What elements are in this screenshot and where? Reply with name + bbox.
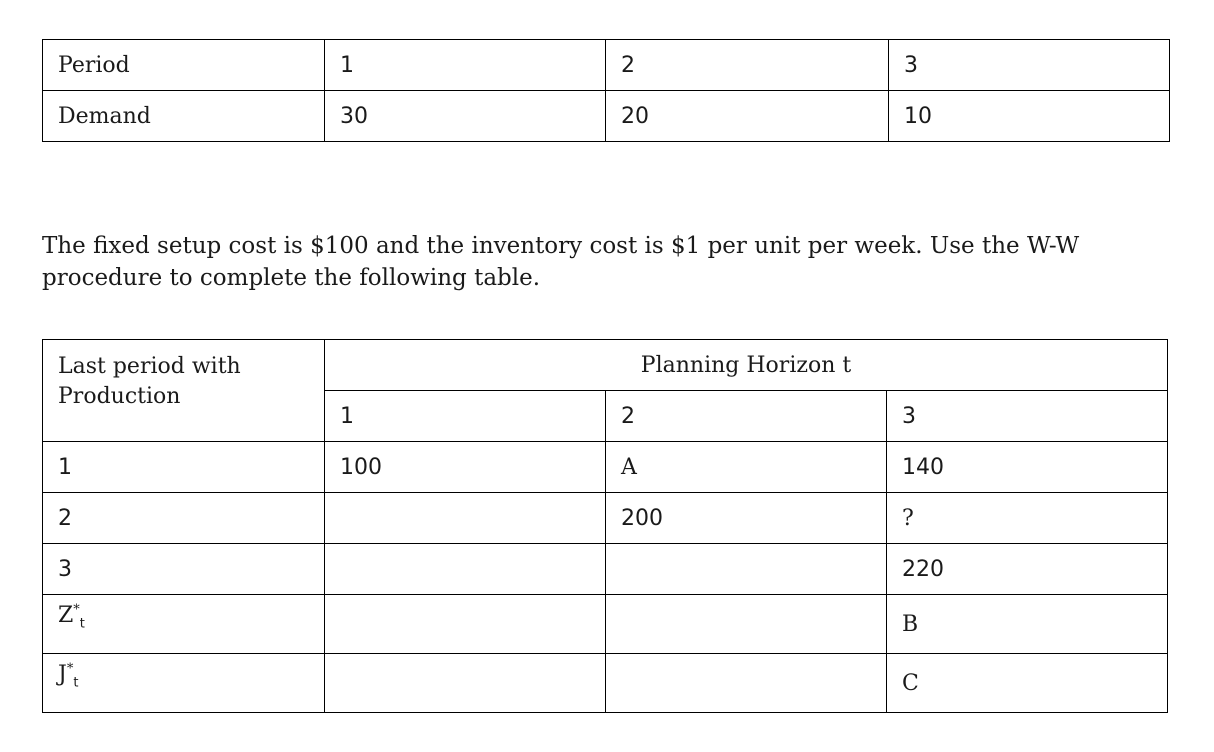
row-label: 3: [43, 544, 325, 595]
row-label: 2: [43, 493, 325, 544]
corner-label: Last period with Production: [43, 340, 325, 442]
cost-cell: [325, 544, 606, 595]
table-row: [43, 595, 1168, 654]
z-star-base: Z: [58, 603, 74, 628]
horizon-period-cell: 2: [606, 391, 887, 442]
wagner-whitin-table: [42, 339, 1168, 713]
j-star-base: J: [58, 662, 67, 687]
cost-cell: A: [606, 442, 887, 493]
j-cell: C: [887, 654, 1168, 713]
cost-cell: [325, 493, 606, 544]
cost-cell: 100: [325, 442, 606, 493]
table-row: [43, 442, 1168, 493]
demand-cell: 30: [325, 91, 606, 142]
problem-statement: The fixed setup cost is $100 and the inventory cost is $1 per unit per week. Use the W-W procedure to complete the following table.: [42, 233, 1080, 291]
cost-cell: [606, 544, 887, 595]
period-label: Period: [43, 40, 325, 91]
row-label: 1: [43, 442, 325, 493]
j-star-label: [43, 654, 325, 713]
demand-label: Demand: [43, 91, 325, 142]
period-cell: 2: [606, 40, 889, 91]
cost-cell: ?: [887, 493, 1168, 544]
z-star-sub: t: [79, 616, 85, 632]
table-row: [43, 40, 1170, 91]
period-cell: 3: [889, 40, 1170, 91]
planning-horizon-title: Planning Horizon t: [325, 340, 1168, 391]
table-row: [43, 544, 1168, 595]
period-cell: 1: [325, 40, 606, 91]
cost-cell: 220: [887, 544, 1168, 595]
j-cell: [606, 654, 887, 713]
horizon-period-cell: 1: [325, 391, 606, 442]
z-cell: B: [887, 595, 1168, 654]
z-star-label: [43, 595, 325, 654]
z-cell: [606, 595, 887, 654]
j-cell: [325, 654, 606, 713]
demand-cell: 10: [889, 91, 1170, 142]
demand-cell: 20: [606, 91, 889, 142]
horizon-period-cell: 3: [887, 391, 1168, 442]
j-star-sub: t: [73, 675, 79, 691]
cost-cell: 200: [606, 493, 887, 544]
table-row: [43, 654, 1168, 713]
j-star-sup: *: [66, 661, 74, 677]
z-star-sup: *: [73, 602, 80, 618]
table-row: [43, 493, 1168, 544]
table-row: [43, 91, 1170, 142]
demand-table: [42, 39, 1170, 142]
cost-cell: 140: [887, 442, 1168, 493]
z-cell: [325, 595, 606, 654]
table-row: [43, 340, 1168, 391]
